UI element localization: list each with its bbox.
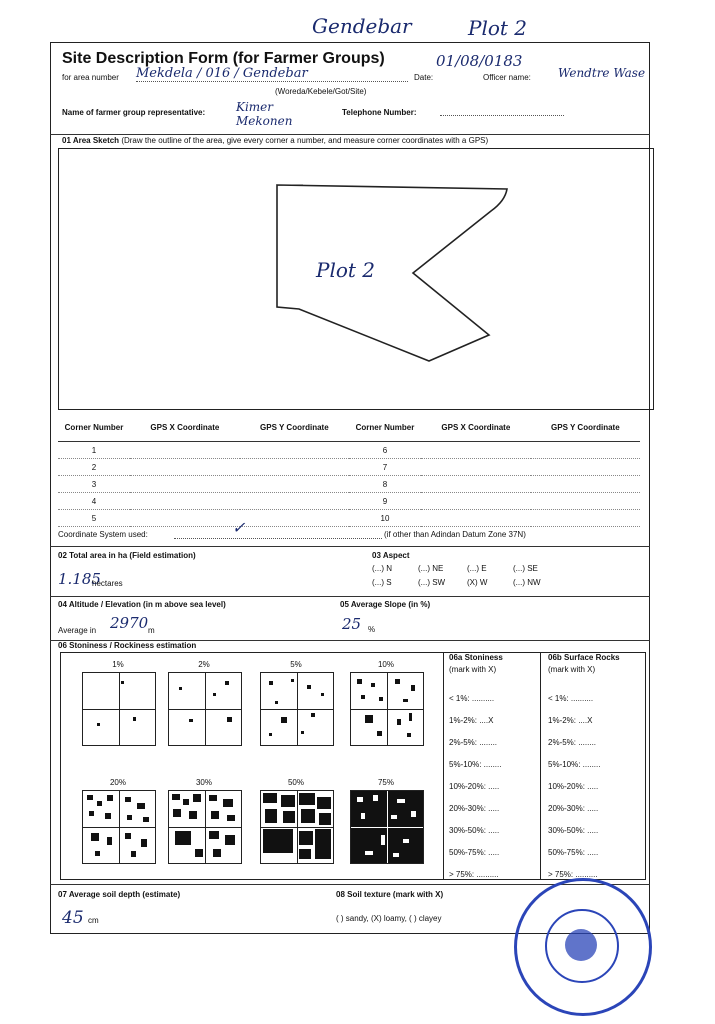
aspect-option-nw[interactable]: (...) NW: [513, 578, 541, 587]
gps-coordinate-table: [58, 413, 640, 527]
stoniness-pattern-50pct: [260, 790, 334, 864]
aspect-title: 03 Aspect: [372, 551, 410, 560]
slope-title: 05 Average Slope (in %): [340, 600, 431, 609]
area-sketch-heading: [62, 136, 488, 145]
table-row: [58, 510, 640, 527]
surface-rock-options-b: [548, 694, 600, 892]
total-area-title: 02 Total area in ha (Field estimation): [58, 551, 196, 560]
area-number-value[interactable]: Mekdela / 016 / Gendebar: [136, 66, 408, 82]
stoniness-col-a-sub: (mark with X): [449, 665, 497, 674]
aspect-option-sw[interactable]: (...) SW: [418, 578, 446, 587]
sketch-plot-label: Plot 2: [316, 258, 376, 282]
stoniness-option[interactable]: 2%-5%: ........: [449, 738, 498, 747]
telephone-label: Telephone Number:: [342, 108, 417, 117]
stoniness-option[interactable]: 20%-30%: .....: [449, 804, 500, 813]
total-area-unit: hectares: [92, 579, 123, 588]
gps-x-cell[interactable]: [130, 510, 240, 527]
pattern-label: 50%: [287, 778, 304, 787]
stoniness-option[interactable]: 1%-2%: ....X: [449, 716, 494, 725]
gps-y-cell[interactable]: [531, 510, 640, 527]
handwritten-site-name: Gendebar: [312, 14, 412, 38]
altitude-label: Average in: [58, 626, 97, 635]
stoniness-col-a-title: 06a Stoniness: [449, 653, 503, 662]
corner-number: 3: [58, 476, 130, 493]
stoniness-option[interactable]: 50%-75%: .....: [449, 848, 500, 857]
date-value[interactable]: 01/08/0183: [436, 52, 523, 70]
stoniness-option[interactable]: > 75%: ..........: [449, 870, 499, 879]
gps-y-cell[interactable]: [531, 476, 640, 493]
handwritten-plot-name: Plot 2: [468, 16, 528, 40]
corner-number: 5: [58, 510, 130, 527]
gps-y-cell[interactable]: [531, 442, 640, 459]
stoniness-options-a: [449, 694, 501, 892]
header-gps-x-left: GPS X Coordinate: [130, 413, 240, 442]
corner-number: 6: [349, 442, 421, 459]
coordinate-system-label: Coordinate System used:: [58, 530, 148, 539]
gps-x-cell[interactable]: [130, 459, 240, 476]
official-stamp: [514, 878, 652, 1016]
soil-texture-title: 08 Soil texture (mark with X): [336, 890, 444, 899]
stoniness-col-b-sub: (mark with X): [548, 665, 596, 674]
table-row: [58, 442, 640, 459]
stoniness-option[interactable]: 30%-50%: .....: [449, 826, 500, 835]
stoniness-pattern-75pct: [350, 790, 424, 864]
slope-unit: %: [368, 625, 376, 634]
gps-x-cell[interactable]: [130, 442, 240, 459]
corner-number: 7: [349, 459, 421, 476]
stoniness-option[interactable]: 10%-20%: .....: [449, 782, 500, 791]
aspect-option-ne[interactable]: (...) NE: [418, 564, 444, 573]
slope-value[interactable]: 25: [342, 615, 362, 633]
corner-number: 10: [349, 510, 421, 527]
coordinate-system-note: (if other than Adindan Datum Zone 37N): [384, 530, 526, 539]
area-sketch-title: 01 Area Sketch: [62, 136, 120, 145]
pattern-label: 30%: [195, 778, 212, 787]
soil-depth-unit: cm: [88, 916, 99, 925]
gps-x-cell[interactable]: [421, 459, 531, 476]
gps-x-cell[interactable]: [130, 476, 240, 493]
gps-x-cell[interactable]: [421, 442, 531, 459]
stoniness-pattern-1pct: [82, 672, 156, 746]
table-row: [58, 459, 640, 476]
coordinate-system-mark: ✓: [232, 518, 246, 537]
aspect-option-e[interactable]: (...) E: [467, 564, 487, 573]
header-gps-y-left: GPS Y Coordinate: [240, 413, 349, 442]
altitude-value[interactable]: 2970: [110, 614, 149, 632]
soil-depth-value[interactable]: 45: [62, 908, 84, 928]
pattern-label: 10%: [377, 660, 394, 669]
surface-rock-option[interactable]: 1%-2%: ....X: [548, 716, 593, 725]
officer-label: Officer name:: [483, 73, 531, 82]
pattern-label: 20%: [109, 778, 126, 787]
header-gps-x-right: GPS X Coordinate: [421, 413, 531, 442]
stoniness-title: 06 Stoniness / Rockiness estimation: [58, 641, 197, 650]
area-sketch-instruction: (Draw the outline of the area, give every corner a number, and measure corner coordinates with a GPS): [121, 136, 489, 145]
altitude-unit: m: [148, 626, 155, 635]
gps-y-cell[interactable]: [531, 493, 640, 510]
surface-rock-option[interactable]: 20%-30%: .....: [548, 804, 599, 813]
representative-label: Name of farmer group representative:: [62, 108, 206, 117]
surface-rock-option[interactable]: 10%-20%: .....: [548, 782, 599, 791]
altitude-title: 04 Altitude / Elevation (in m above sea level): [58, 600, 226, 609]
gps-y-cell[interactable]: [240, 476, 349, 493]
gps-x-cell[interactable]: [421, 510, 531, 527]
surface-rock-option[interactable]: < 1%: ..........: [548, 694, 594, 703]
gps-x-cell[interactable]: [421, 476, 531, 493]
table-row: [58, 493, 640, 510]
aspect-option-n[interactable]: (...) N: [372, 564, 392, 573]
surface-rock-option[interactable]: 2%-5%: ........: [548, 738, 597, 747]
corner-number: 8: [349, 476, 421, 493]
telephone-field[interactable]: [440, 115, 564, 116]
pattern-label: 2%: [198, 660, 210, 669]
form-title: Site Description Form (for Farmer Groups): [62, 50, 385, 67]
stoniness-pattern-10pct: [350, 672, 424, 746]
surface-rock-option[interactable]: > 75%: ..........: [548, 870, 598, 879]
stoniness-pattern-5pct: [260, 672, 334, 746]
header-corner-number-left: Corner Number: [58, 413, 130, 442]
stoniness-pattern-20pct: [82, 790, 156, 864]
header-corner-number-right: Corner Number: [349, 413, 421, 442]
stoniness-option[interactable]: 5%-10%: ........: [449, 760, 502, 769]
aspect-option-se[interactable]: (...) SE: [513, 564, 538, 573]
header-gps-y-right: GPS Y Coordinate: [531, 413, 640, 442]
stoniness-option[interactable]: < 1%: ..........: [449, 694, 495, 703]
officer-value[interactable]: Wendtre Wase: [558, 66, 646, 80]
total-area-value[interactable]: 1.185: [58, 570, 101, 588]
stoniness-pattern-2pct: [168, 672, 242, 746]
gps-y-cell[interactable]: [240, 442, 349, 459]
corner-number: 1: [58, 442, 130, 459]
stoniness-pattern-30pct: [168, 790, 242, 864]
gps-x-cell[interactable]: [130, 493, 240, 510]
table-row: [58, 476, 640, 493]
coordinate-system-field[interactable]: [174, 538, 382, 539]
pattern-label: 1%: [112, 660, 124, 669]
aspect-option-s[interactable]: (...) S: [372, 578, 392, 587]
corner-number: 2: [58, 459, 130, 476]
surface-rock-option[interactable]: 50%-75%: .....: [548, 848, 599, 857]
pattern-label: 5%: [290, 660, 302, 669]
aspect-option-w[interactable]: (X) W: [467, 578, 488, 587]
soil-texture-options[interactable]: ( ) sandy, (X) loamy, ( ) clayey: [336, 914, 442, 923]
area-number-label: for area number: [62, 73, 119, 82]
corner-number: 4: [58, 493, 130, 510]
gps-x-cell[interactable]: [421, 493, 531, 510]
pattern-label: 75%: [377, 778, 394, 787]
gps-y-cell[interactable]: [240, 459, 349, 476]
surface-rock-option[interactable]: 30%-50%: .....: [548, 826, 599, 835]
soil-depth-title: 07 Average soil depth (estimate): [58, 890, 181, 899]
stoniness-col-b-title: 06b Surface Rocks: [548, 653, 620, 662]
surface-rock-option[interactable]: 5%-10%: ........: [548, 760, 601, 769]
area-number-hint: (Woreda/Kebele/Got/Site): [275, 87, 367, 96]
gps-y-cell[interactable]: [531, 459, 640, 476]
gps-y-cell[interactable]: [240, 493, 349, 510]
date-label: Date:: [414, 73, 434, 82]
corner-number: 9: [349, 493, 421, 510]
representative-value[interactable]: Kimer Mekonen: [236, 100, 293, 128]
gps-y-cell[interactable]: [240, 510, 349, 527]
